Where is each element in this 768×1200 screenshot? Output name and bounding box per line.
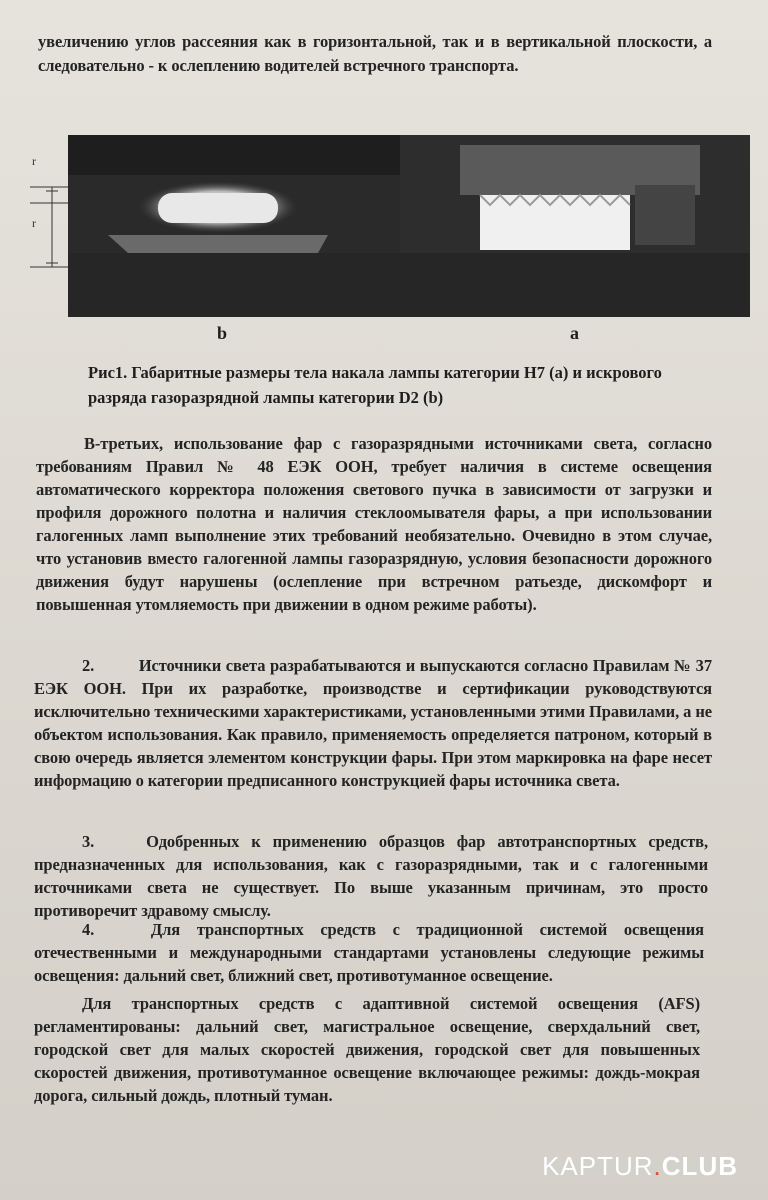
item-4-text: Для транспортных средств с традиционной системой освещения отечественными и международными стандартами установлены следующие режимы освещения: дальний свет, ближний свет, противотуманное освещение. [34,920,705,985]
watermark-part-2: CLUB [661,1151,738,1181]
figure [30,135,730,345]
item-4-number: 4. [82,920,95,939]
arc-image [400,135,750,317]
figure-caption: Рис1. Габаритные размеры тела накала лампы категории Н7 (а) и искрового разряда газоразрядной лампы категории D2 (b) [88,363,662,407]
dimension-marks [30,135,70,317]
photo-h7-filament [68,135,412,317]
afs-text-2: регламентированы: дальний свет, магистральное освещение, сверхдальний свет, городской свет для малых скоростей движения, городской свет для повышенных скоростей движения, противотуманное освещение включающее режимы: дождь-мокрая дорога, сильный дождь, плотный туман. [34,1017,700,1105]
filament-image [68,135,412,317]
kaptur-club-watermark [542,1151,738,1182]
watermark-part-1: KAPTUR [542,1151,654,1181]
figure-label-b: b [217,323,228,343]
afs-text-1: Для транспортных средств с адаптивной системой освещения [82,994,659,1013]
item-2-text-1: Источники света разрабатываются и выпускаются согласно [138,656,593,675]
photo-d2-arc [400,135,750,317]
dim-label-top: r [32,154,36,168]
paragraph-third [36,432,712,616]
intro-paragraph: увеличению углов рассеяния как в горизонтальной, так и в вертикальной плоскости, а следовательно - к ослеплению водителей встречного транспорта. [38,32,712,75]
afs-paragraph [34,992,700,1107]
item-2-text-2: . При их разработке, производстве и сертификации руководствуются исключительно техническими характеристиками, установленными этими Правилами, а не объектом использования. Как правило, применяемость определяется патроном, который в свою очередь является элементом конструкции фары. При этом маркировка на фаре несет информацию о категории предписанного конструкцией фары источника света. [34,679,712,790]
afs-abbreviation: (AFS) [658,994,700,1013]
item-4-paragraph [34,918,704,987]
figure-label-a: a [570,323,579,343]
item-3-text: Одобренных к применению образцов фар автотранспортных средств, предназначенных для использования, как с газоразрядными, так и с галогенными источниками света не существует. По выше указанным причинам, это просто противоречит здравому смыслу. [34,832,709,920]
rule-48-reference: Правил № 48 ЕЭК ООН [145,457,374,476]
paragraph-third-text-2: , требует наличия в системе освещения автоматического корректора положения светового пучка в зависимости от загрузки и профиля дорожного полотна и наличия стеклоомывателя фары, а при использовании галогенных ламп выполнение этих требований необязательно. Очевидно в этом случае, что установив вместо галогенной лампы газоразрядную, условия безопасности дорожного движения будут нарушены (ослепление при встречном ратьезде, дискомфорт и повышенная утомляемость при движении в одном режиме работы). [36,457,712,614]
item-2-paragraph [34,654,712,792]
item-3-paragraph [34,830,708,922]
rule-37-reference: Правилам № 37 ЕЭК ООН [34,656,712,698]
item-2-number: 2. [82,656,95,675]
item-3-number: 3. [82,832,95,851]
dim-label-mid: r [32,216,36,230]
watermark-dot: . [653,1151,662,1181]
paragraph-third-text-1: В-третьих, использование фар с газоразрядными источниками света, согласно требованиям [36,434,712,476]
